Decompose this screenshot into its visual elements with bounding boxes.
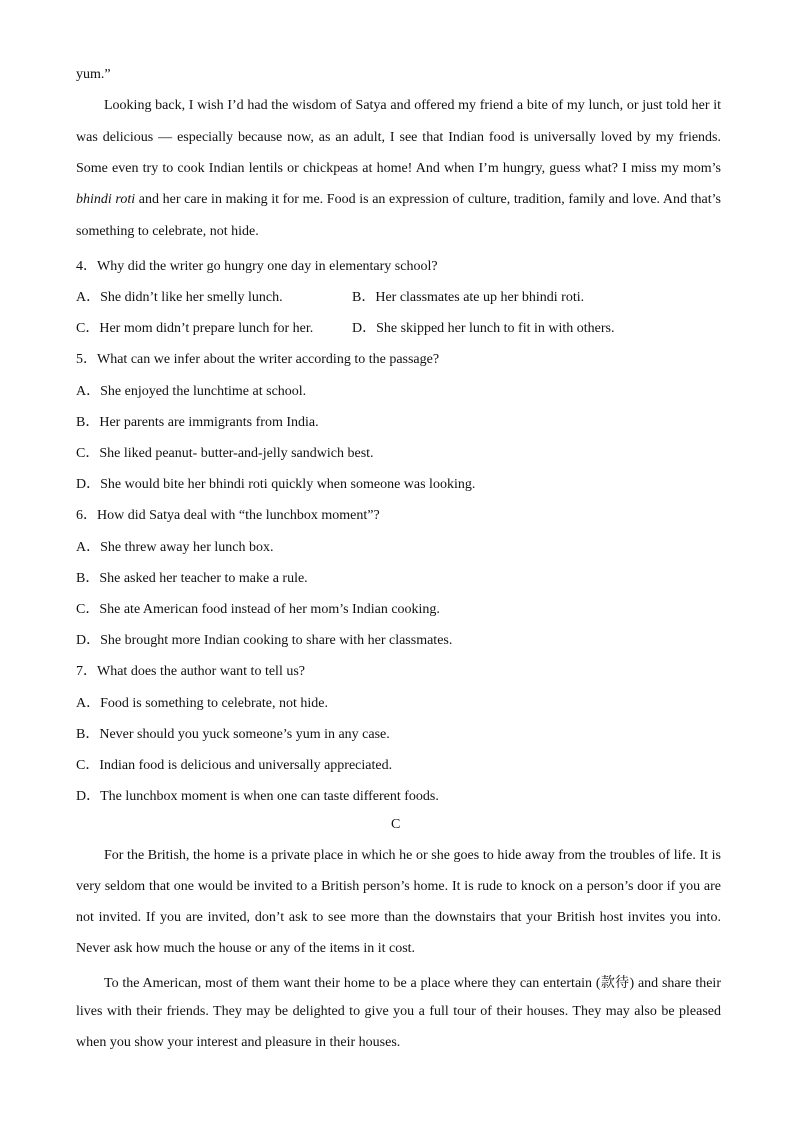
- answer-option: D．She would bite her bhindi roti quickly when someone was looking.: [76, 477, 476, 492]
- answer-option: A．She didn’t like her smelly lunch.: [76, 290, 283, 305]
- paragraph-line: Some even try to cook Indian lentils or chickpeas at home! And when I’m hungry, guess what? I miss my mom’s: [76, 161, 721, 176]
- answer-option: B．Her classmates ate up her bhindi roti.: [352, 290, 585, 305]
- paragraph-line: very seldom that one would be invited to a British person’s home. It is rude to knock on a person’s door if you are: [76, 879, 721, 894]
- paragraph-line: Never ask how much the house or any of the items in it cost.: [76, 941, 416, 956]
- question-stem: 7．What does the author want to tell us?: [76, 664, 305, 679]
- paragraph-line: For the British, the home is a private place in which he or she goes to hide away from the troubles of life. It is: [104, 848, 721, 863]
- paragraph-line: [76, 192, 721, 208]
- question-stem: 5．What can we infer about the writer according to the passage?: [76, 352, 440, 367]
- section-heading: C: [391, 817, 401, 832]
- paragraph-line: when you show your interest and pleasure in their houses.: [76, 1035, 401, 1050]
- question-stem: 6．How did Satya deal with “the lunchbox moment”?: [76, 508, 380, 523]
- answer-option: D．She brought more Indian cooking to share with her classmates.: [76, 633, 453, 648]
- paragraph-line: something to celebrate, not hide.: [76, 224, 259, 239]
- answer-option: D．The lunchbox moment is when one can taste different foods.: [76, 789, 439, 804]
- answer-option: C．She ate American food instead of her mom’s Indian cooking.: [76, 602, 440, 617]
- answer-option: A．She enjoyed the lunchtime at school.: [76, 384, 307, 399]
- passage-line: yum.”: [76, 67, 111, 82]
- answer-option: B．Never should you yuck someone’s yum in any case.: [76, 727, 390, 742]
- question-stem: 4．Why did the writer go hungry one day in elementary school?: [76, 259, 438, 274]
- answer-option: C．Her mom didn’t prepare lunch for her.: [76, 321, 314, 336]
- answer-option: B．She asked her teacher to make a rule.: [76, 571, 308, 586]
- answer-option: A．She threw away her lunch box.: [76, 540, 274, 555]
- paragraph-text: and her care in making it for me. Food is an expression of culture, tradition, family and love. And that’s: [135, 192, 721, 207]
- answer-option: A．Food is something to celebrate, not hide.: [76, 696, 328, 711]
- answer-option: C．Indian food is delicious and universally appreciated.: [76, 758, 393, 773]
- paragraph-line: not invited. If you are invited, don’t ask to see more than the downstairs that your British host invites you into.: [76, 910, 721, 925]
- paragraph-line: was delicious — especially because now, as an adult, I see that Indian food is universally loved by my friends.: [76, 130, 721, 145]
- paragraph-line: Looking back, I wish I’d had the wisdom of Satya and offered my friend a bite of my lunch, or just told her it: [104, 98, 721, 113]
- italic-term: bhindi roti: [76, 192, 136, 207]
- paragraph-line: lives with their friends. They may be delighted to give you a full tour of their houses. They may also be pleased: [76, 1004, 721, 1019]
- answer-option: D．She skipped her lunch to fit in with others.: [352, 321, 615, 336]
- paragraph-line: To the American, most of them want their home to be a place where they can entertain (款待) and share their: [104, 976, 721, 991]
- answer-option: C．She liked peanut- butter-and-jelly sandwich best.: [76, 446, 374, 461]
- answer-option: B．Her parents are immigrants from India.: [76, 415, 319, 430]
